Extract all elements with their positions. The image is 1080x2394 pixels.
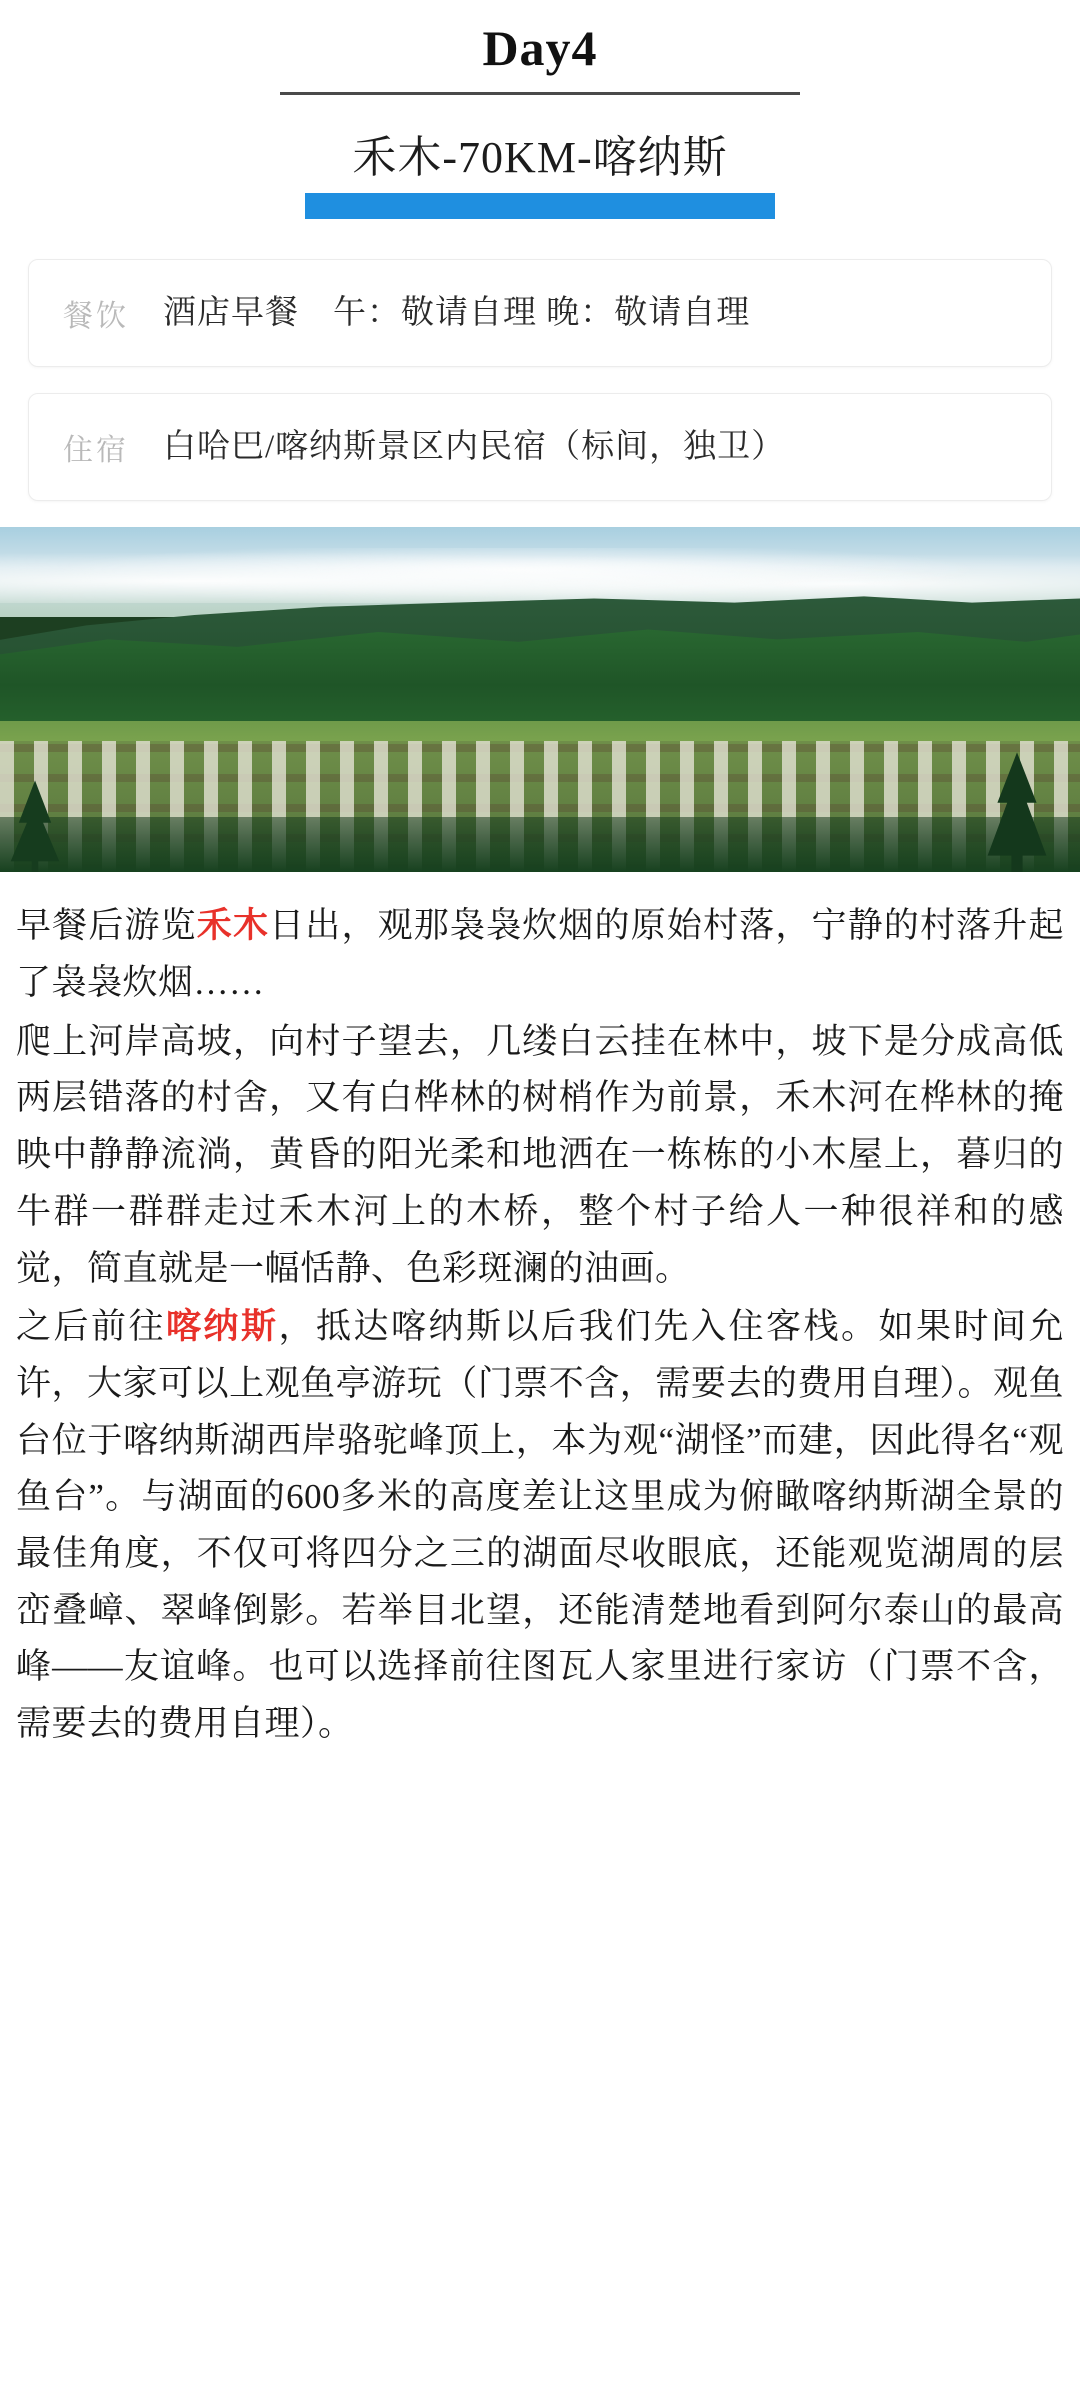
info-card-dining <box>28 259 1052 367</box>
route-title: 禾木-70KM-喀纳斯 <box>352 133 728 182</box>
info-card-list <box>28 259 1052 501</box>
photo-clouds <box>0 548 1080 603</box>
text-run: 之后前往 <box>16 1307 166 1347</box>
lodging-label: 住宿 <box>63 434 129 468</box>
info-card-lodging <box>28 393 1052 501</box>
text-run: 早餐后游览 <box>16 906 197 946</box>
paragraph-3 <box>16 1299 1064 1753</box>
dining-label: 餐饮 <box>63 300 129 334</box>
paragraph-2 <box>16 1014 1064 1297</box>
page-header <box>0 0 1080 219</box>
scenery-photo <box>0 527 1080 872</box>
paragraph-1 <box>16 898 1064 1011</box>
text-run: 爬上河岸高坡，向村子望去，几缕白云挂在林中，坡下是分成高低两层错落的村舍，又有白桦林的树梢作为前景，禾木河在桦林的掩映中静静流淌，黄昏的阳光柔和地洒在一栋栋的小木屋上，暮归的牛群一群群走过禾木河上的木桥，整个村子给人一种很祥和的感觉，简直就是一幅恬静、色彩斑澜的油画。 <box>16 1021 1064 1288</box>
highlighted-place-name: 禾木 <box>196 906 270 946</box>
description-body <box>0 872 1080 1812</box>
text-run: ，抵达喀纳斯以后我们先入住客栈。如果时间允许，大家可以上观鱼亭游玩（门票不含，需要去的费用自理）。观鱼台位于喀纳斯湖西岸骆驼峰顶上，本为观“湖怪”而建，因此得名“观鱼台”。与湖面的600多米的高度差让这里成为俯瞰喀纳斯湖全景的最佳角度，不仅可将四分之三的湖面尽收眼底，还能观览湖周的层峦叠嶂、翠峰倒影。若举目北望，还能清楚地看到阿尔泰山的最高峰——友谊峰。也可以选择前往图瓦人家里进行家访（门票不含，需要去的费用自理）。 <box>16 1307 1064 1743</box>
page-title: Day4 <box>482 20 598 76</box>
highlighted-place-name: 喀纳斯 <box>166 1307 279 1347</box>
lodging-value: 白哈巴/喀纳斯景区内民宿（标间，独卫） <box>163 429 786 466</box>
dining-value: 酒店早餐 午：敬请自理 晚：敬请自理 <box>163 295 751 331</box>
route-underline-bar <box>305 193 775 219</box>
text-run: 日出，观那袅袅炊烟的原始村落，宁静的村落升起了袅袅炊烟…… <box>16 906 1064 1003</box>
photo-foreground-slope <box>0 817 1080 872</box>
title-divider <box>280 92 800 95</box>
